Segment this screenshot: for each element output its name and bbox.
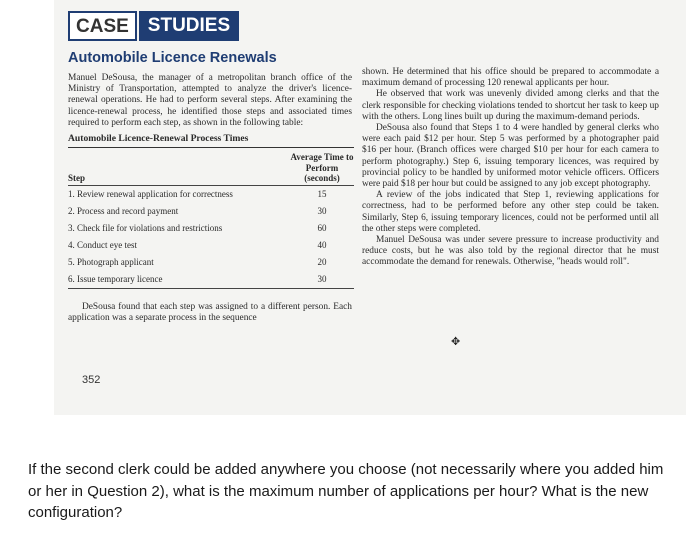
row-step: 2. Process and record payment <box>68 205 179 216</box>
right-column <box>362 67 659 269</box>
page-number: 352 <box>82 374 101 386</box>
move-cursor-icon: ✥ <box>451 335 461 348</box>
table-header <box>68 148 354 186</box>
table-row <box>68 254 354 271</box>
row-step: 6. Issue temporary licence <box>68 273 163 284</box>
textbook-page <box>54 0 686 415</box>
process-times-table <box>68 147 354 289</box>
row-step: 1. Review renewal application for correctness <box>68 188 233 199</box>
table-row <box>68 220 354 237</box>
row-time: 20 <box>317 256 327 267</box>
case-title: Automobile Licence Renewals <box>68 50 277 66</box>
question-text: If the second clerk could be added anywhere you choose (not necessarily where you added him or her in Question 2), what is the maximum number of applications per hour? What is the new configuration? <box>28 461 664 521</box>
row-time: 15 <box>317 188 327 199</box>
row-time: 30 <box>317 273 327 284</box>
row-step: 4. Conduct eye test <box>68 239 137 250</box>
table-row <box>68 203 354 220</box>
row-step: 5. Photograph applicant <box>68 256 154 267</box>
right-paragraph-5: Manuel DeSousa was under severe pressure to increase productivity and reduce costs, but he was also told by the regional director that he must accommodate the demand for renewals. Otherwise, "heads would roll". <box>362 235 659 268</box>
right-paragraph-2: He observed that work was unevenly divided among clerks and that the clerk responsible for checking violations tended to shortcut her task to keep up with the others. Long lines built up during the maximum-demand periods. <box>362 89 659 122</box>
table-row <box>68 186 354 203</box>
right-paragraph-3: DeSousa also found that Steps 1 to 4 were handled by general clerks who were each paid $12 per hour. Step 5 was performed by a photographer paid $16 per hour. (Branch offices were charged $10 per hour for each camera to perform photography.) Step 6, issuing temporary licences, was required by provincial policy to be handled by uniformed motor vehicle officers. Officers were paid $18 per hour but could be assigned to any job except photography. <box>362 123 659 190</box>
row-time: 40 <box>317 239 327 250</box>
intro-paragraph: Manuel DeSousa, the manager of a metropolitan branch office of the Ministry of Transportation, attempted to analyze the driver's licence-renewal operations. He had to perform several steps. After examining the licence-renewal process, he identified those steps and associated times required to perform each step, as shown in the following table: <box>68 73 352 128</box>
case-studies-banner <box>68 11 239 41</box>
case-label: CASE <box>68 11 137 41</box>
row-time: 30 <box>317 205 327 216</box>
table-row <box>68 237 354 254</box>
table-title: Automobile Licence-Renewal Process Times <box>68 133 249 145</box>
right-paragraph-4: A review of the jobs indicated that Step 1, reviewing applications for correctness, had to be performed before any other step could be taken. Similarly, Step 6, issuing temporary licences, could not be performed until all the other steps were completed. <box>362 190 659 234</box>
table-row <box>68 271 354 289</box>
header-step: Step <box>68 172 86 183</box>
row-time: 60 <box>317 222 327 233</box>
left-column <box>68 73 352 324</box>
header-time: Average Time to Perform (seconds) <box>290 152 354 184</box>
after-table-paragraph: DeSousa found that each step was assigned to a different person. Each application was a separate process in the sequence <box>68 301 352 323</box>
studies-label: STUDIES <box>139 11 239 41</box>
right-paragraph-1: shown. He determined that his office should be prepared to accommodate a maximum demand of processing 120 renewal applicants per hour. <box>362 67 659 89</box>
row-step: 3. Check file for violations and restrictions <box>68 222 223 233</box>
